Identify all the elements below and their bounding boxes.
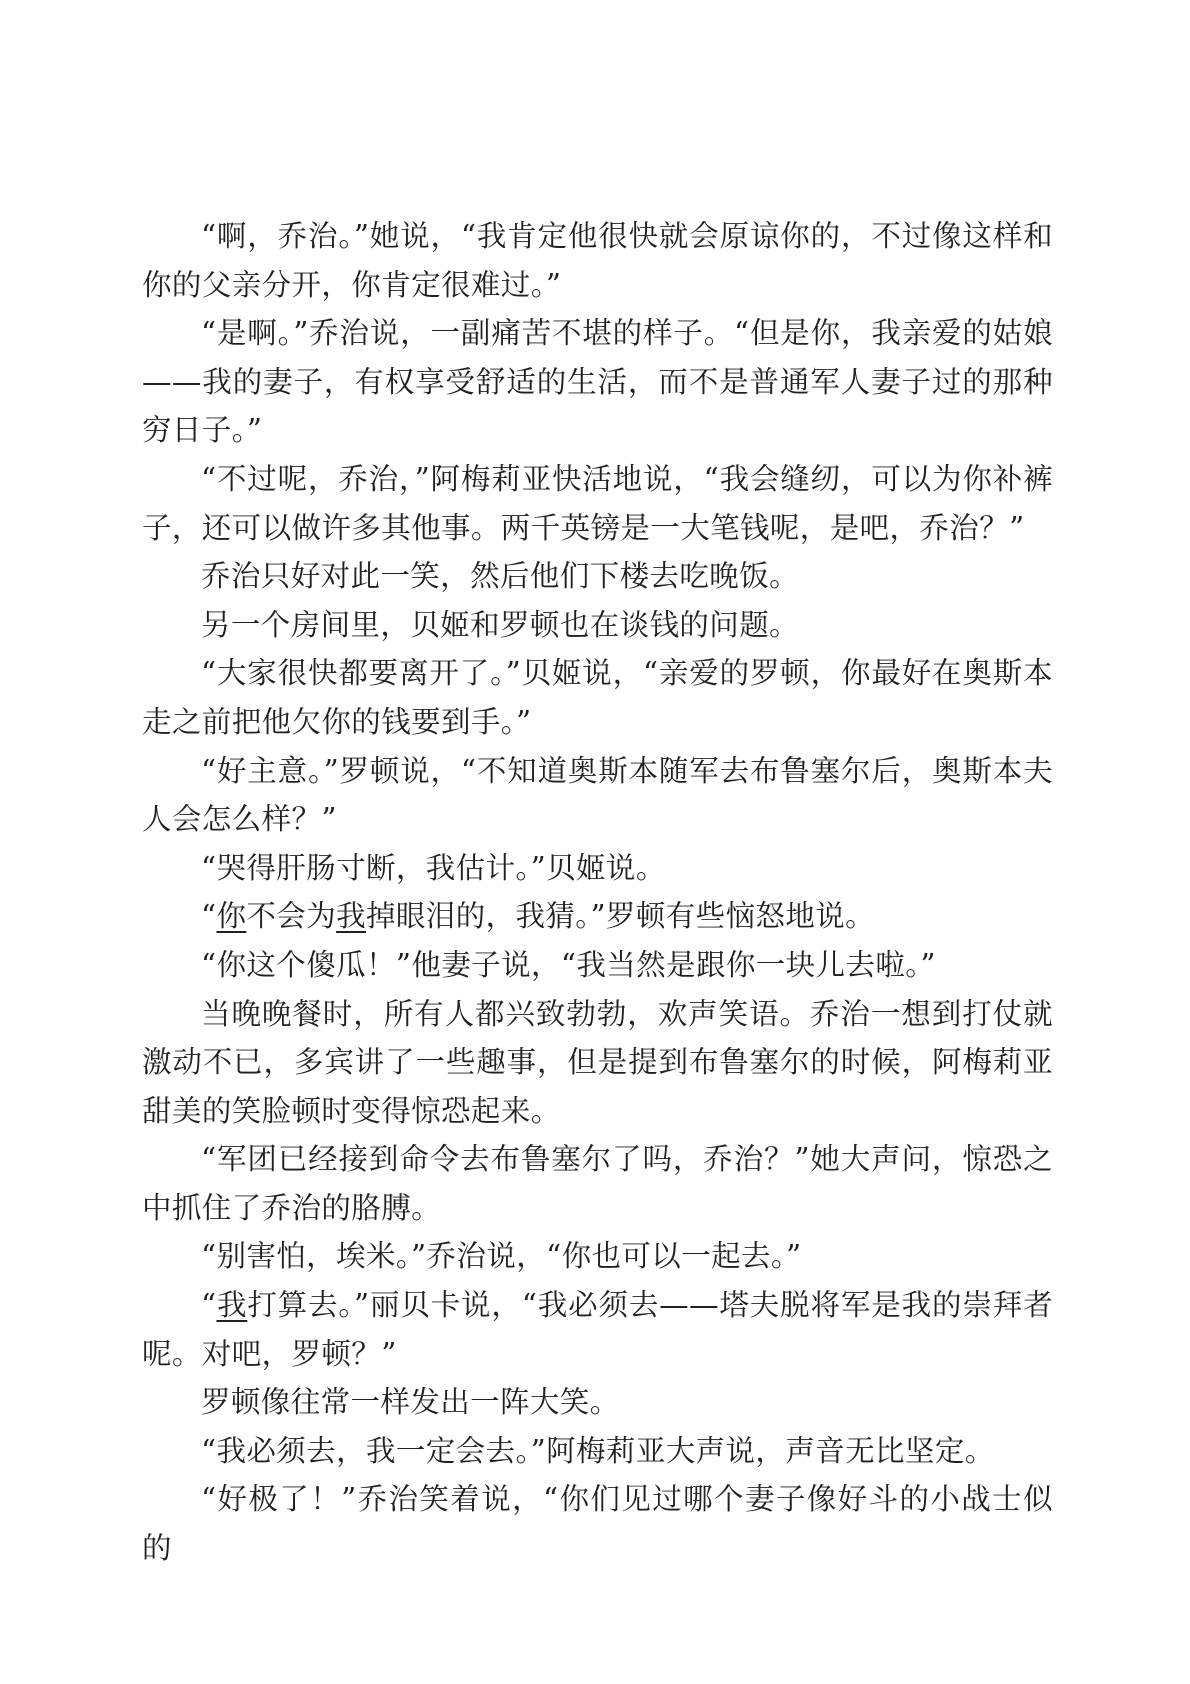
paragraph-4: 乔治只好对此一笑，然后他们下楼去吃晚饭。 [201, 559, 800, 594]
paragraph-6: “大家很快都要离开了。”贝姬说，“亲爱的罗顿，你最好在奥斯本走之前把他欠你的钱要到手。” [142, 656, 1053, 739]
paragraph-11: 当晚晚餐时，所有人都兴致勃勃，欢声笑语。乔治一想到打仗就激动不已，多宾讲了一些趣事，但是提到布鲁塞尔的时候，阿梅莉亚甜美的笑脸顿时变得惊恐起来。 [142, 996, 1053, 1128]
paragraph-7: “好主意。”罗顿说，“不知道奥斯本随军去布鲁塞尔后，奥斯本夫人会怎么样？” [142, 753, 1053, 837]
paragraph-8: “哭得肝肠寸断，我估计。”贝姬说。 [201, 850, 666, 885]
paragraph-3: “不过呢，乔治，”阿梅莉亚快活地说，“我会缝纫，可以为你补裤子，还可以做许多其他事。两千英镑是一大笔钱呢，是吧，乔治？” [142, 461, 1053, 545]
emphasis-you: 你 [216, 899, 247, 934]
paragraph-5: 另一个房间里，贝姬和罗顿也在谈钱的问题。 [201, 607, 800, 642]
paragraph-12: “军团已经接到命令去布鲁塞尔了吗，乔治？”她大声问，惊恐之中抓住了乔治的胳膊。 [142, 1142, 1053, 1225]
paragraph-15: 罗顿像往常一样发出一阵大笑。 [201, 1385, 620, 1420]
paragraph-13: “别害怕，埃米。”乔治说，“你也可以一起去。” [201, 1239, 802, 1274]
emphasis-me: 我 [336, 899, 366, 934]
paragraph-16: “我必须去，我一定会去。”阿梅莉亚大声说，声音无比坚定。 [201, 1433, 995, 1468]
paragraph-14: “我打算去。”丽贝卡说，“我必须去——塔夫脱将军是我的崇拜者呢。对吧，罗顿？” [142, 1288, 1053, 1371]
paragraph-17: “好极了！”乔治笑着说，“你们见过哪个妻子像好斗的小战士似的 [142, 1482, 1053, 1566]
paragraph-9: “你不会为我掉眼泪的，我猜。”罗顿有些恼怒地说。 [201, 899, 876, 934]
book-page [142, 212, 1053, 1573]
paragraph-10: “你这个傻瓜！”他妻子说，“我当然是跟你一块儿去啦。” [201, 947, 936, 982]
paragraph-1: “啊，乔治。”她说，“我肯定他很快就会原谅你的，不过像这样和你的父亲分开，你肯定很难过。” [142, 219, 1053, 302]
emphasis-i: 我 [216, 1288, 248, 1323]
paragraph-2: “是啊。”乔治说，一副痛苦不堪的样子。“但是你，我亲爱的姑娘——我的妻子，有权享受舒适的生活，而不是普通军人妻子过的那种穷日子。” [142, 316, 1053, 448]
